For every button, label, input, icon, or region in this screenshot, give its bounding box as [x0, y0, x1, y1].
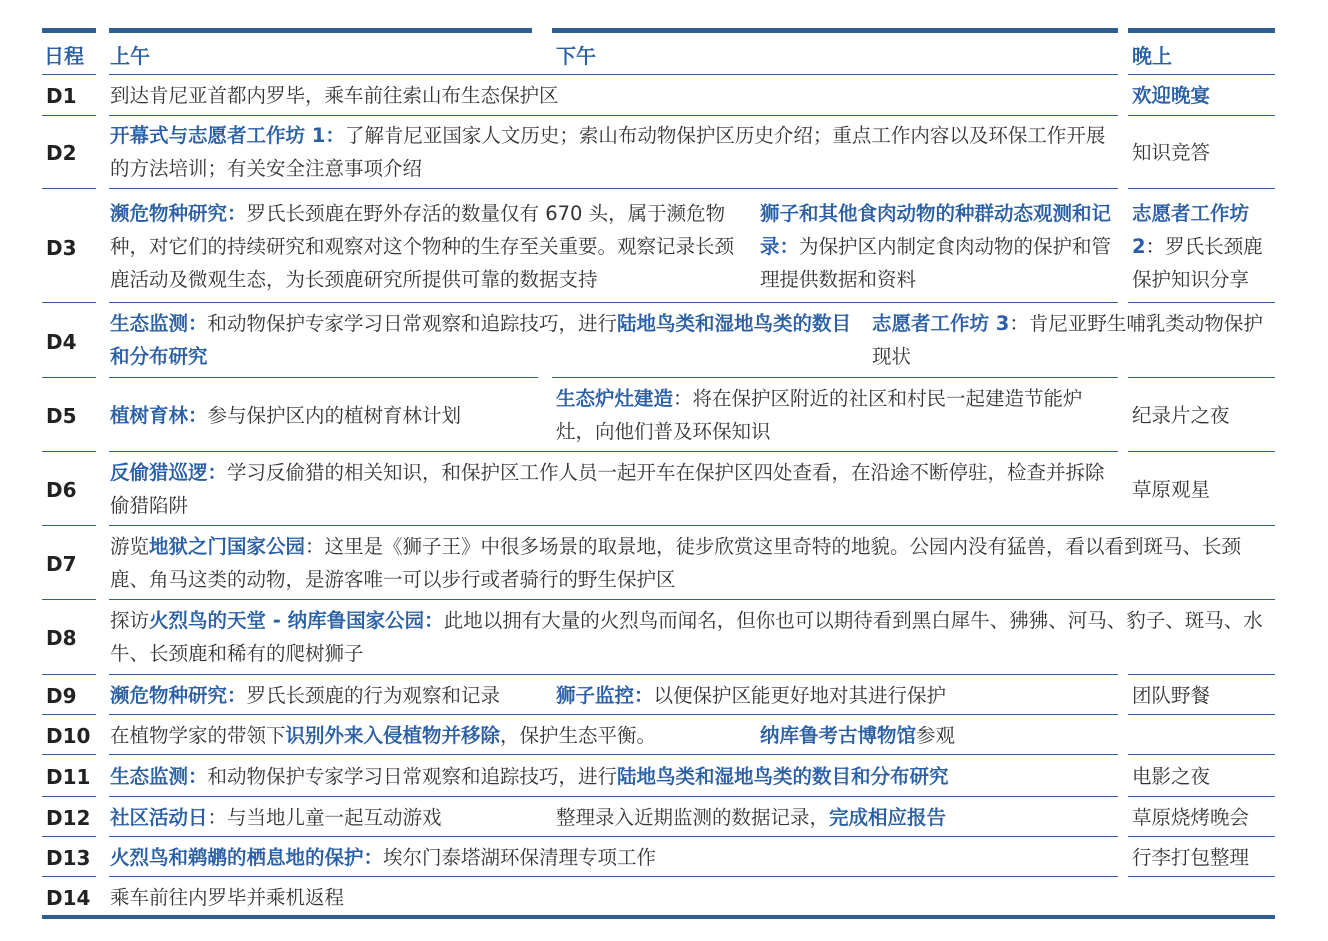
day-label: D4 — [46, 330, 77, 354]
row-divider — [42, 451, 96, 452]
header-evening: 晚上 — [1132, 44, 1172, 68]
d9-morning-title: 濒危物种研究： — [110, 684, 247, 707]
d12-morning — [110, 801, 550, 834]
row-divider — [1128, 796, 1275, 797]
row-divider — [552, 377, 1118, 378]
header-top-rule — [42, 28, 96, 33]
d11-title-2: 陆地鸟类和湿地鸟类的数目和分布研究 — [617, 765, 949, 788]
d2-activity — [110, 119, 1120, 185]
header-top-rule — [109, 28, 532, 33]
d9-evening: 团队野餐 — [1132, 684, 1211, 707]
day-label: D9 — [46, 684, 77, 708]
d13-activity — [110, 841, 1120, 874]
day-label: D12 — [46, 806, 91, 830]
day-label: D2 — [46, 141, 77, 165]
d2-title: 开幕式与志愿者工作坊 1： — [110, 124, 345, 147]
d12-afternoon-title: 完成相应报告 — [829, 806, 947, 829]
row-divider — [42, 115, 96, 116]
d2-evening: 知识竞答 — [1132, 141, 1211, 164]
d5-morning-text: 参与保护区内的植树育林计划 — [207, 404, 462, 427]
d7-pre: 游览 — [110, 535, 150, 558]
row-divider — [1128, 714, 1275, 715]
d4-morning-title: 生态监测： — [110, 312, 208, 335]
d10-pre: 在植物学家的带领下 — [110, 724, 286, 747]
d10-morning-text: ，保护生态平衡。 — [500, 724, 657, 747]
d5-morning — [110, 399, 540, 432]
row-divider — [1128, 876, 1275, 877]
d3-afternoon-text: 为保护区内制定食肉动物的保护和管理提供数据和资料 — [760, 235, 1112, 291]
d12-evening: 草原烧烤晚会 — [1132, 806, 1250, 829]
d4-morning-text: 和动物保护专家学习日常观察和追踪技巧，进行 — [207, 312, 618, 335]
day-label: D3 — [46, 236, 77, 260]
d9-morning-text: 罗氏长颈鹿的行为观察和记录 — [246, 684, 501, 707]
d13-title: 火烈鸟和鹈鹕的栖息地的保护： — [110, 846, 384, 869]
d9-afternoon-text: 以便保护区能更好地对其进行保护 — [653, 684, 947, 707]
d10-morning-title: 识别外来入侵植物并移除 — [285, 724, 501, 747]
row-divider — [109, 451, 1118, 452]
row-divider — [42, 674, 96, 675]
row-divider — [42, 876, 96, 877]
row-divider — [42, 302, 96, 303]
row-divider — [42, 796, 96, 797]
d6-title: 反偷猎巡逻： — [110, 461, 228, 484]
row-divider — [109, 525, 1275, 526]
day-label: D10 — [46, 724, 91, 748]
row-divider — [109, 876, 1118, 877]
header-bottom-rule — [42, 74, 96, 75]
d11-activity — [110, 760, 1120, 793]
row-divider — [1128, 115, 1275, 116]
d10-afternoon-text: 参观 — [916, 724, 956, 747]
row-divider — [109, 302, 1118, 303]
d5-afternoon-text: ：将在保护区附近的社区和村民一起建造节能炉灶，向他们普及环保知识 — [556, 387, 1083, 443]
row-divider — [109, 674, 1118, 675]
d4-afternoon-text: ：肯尼亚野生哺乳类动物保护现状 — [872, 312, 1263, 368]
d12-morning-text: ：与当地儿童一起互动游戏 — [207, 806, 442, 829]
day-label: D7 — [46, 552, 77, 576]
row-divider — [42, 836, 96, 837]
d13-evening: 行李打包整理 — [1132, 846, 1250, 869]
d3-evening — [1132, 197, 1277, 296]
d5-afternoon — [556, 382, 1120, 448]
d9-afternoon-title: 狮子监控： — [556, 684, 654, 707]
d6-activity — [110, 456, 1120, 522]
row-divider — [109, 115, 1118, 116]
d7-text: ：这里是《狮子王》中很多场景的取景地，徒步欣赏这里奇特的地貌。公园内没有猛兽，看以看到斑马、长颈鹿、角马这类的动物，是游客唯一可以步行或者骑行的野生保护区 — [110, 535, 1242, 591]
d13-text: 埃尔门泰塔湖环保清理专项工作 — [383, 846, 657, 869]
d8-title: 火烈鸟的天堂 - 纳库鲁国家公园： — [149, 609, 444, 632]
d1-activity — [110, 79, 1110, 112]
row-divider — [1128, 377, 1275, 378]
d9-afternoon — [556, 679, 1120, 712]
row-divider — [42, 525, 96, 526]
row-divider — [109, 599, 1275, 600]
d6-evening: 草原观星 — [1132, 478, 1211, 501]
row-divider — [1128, 451, 1275, 452]
day-label: D1 — [46, 84, 77, 108]
day-label: D5 — [46, 404, 77, 428]
day-label: D13 — [46, 846, 91, 870]
d4-afternoon-title: 志愿者工作坊 3 — [872, 312, 1010, 335]
header-afternoon: 下午 — [556, 44, 596, 68]
header-day: 日程 — [44, 44, 84, 68]
d3-morning-text: 罗氏长颈鹿在野外存活的数量仅有 670 头，属于濒危物种，对它们的持续研究和观察对这个物种的生存至关重要。观察记录长颈鹿活动及微观生态，为长颈鹿研究所提供可靠的数据支持 — [110, 202, 735, 291]
header-top-rule — [552, 28, 1118, 33]
d14-activity — [110, 881, 1120, 914]
day-label: D8 — [46, 626, 77, 650]
row-divider — [109, 796, 1118, 797]
d3-morning — [110, 197, 744, 296]
d4-morning — [110, 307, 862, 373]
d10-morning — [110, 719, 755, 752]
d10-afternoon — [760, 719, 1120, 752]
d14-text: 乘车前往内罗毕并乘机返程 — [110, 886, 345, 909]
d3-afternoon-title: 狮子和其他食肉动物的种群动态观测和记录： — [760, 202, 1112, 258]
d3-evening-text: ：罗氏长颈鹿保护知识分享 — [1132, 235, 1263, 291]
day-label: D6 — [46, 478, 77, 502]
d11-title: 生态监测： — [110, 765, 208, 788]
d2-text: 了解肯尼亚国家人文历史；索山布动物保护区历史介绍；重点工作内容以及环保工作开展的方法培训；有关安全注意事项介绍 — [110, 124, 1106, 180]
row-divider — [1128, 754, 1275, 755]
d9-morning — [110, 679, 550, 712]
row-divider — [109, 836, 1118, 837]
row-divider — [1128, 188, 1275, 189]
d5-morning-title: 植树育林： — [110, 404, 208, 427]
d5-afternoon-title: 生态炉灶建造 — [556, 387, 674, 410]
table-bottom-rule — [42, 915, 1275, 919]
day-label: D14 — [46, 886, 91, 910]
d1-evening: 欢迎晚宴 — [1132, 84, 1211, 107]
d10-afternoon-title: 纳库鲁考古博物馆 — [760, 724, 917, 747]
row-divider — [109, 377, 538, 378]
d8-activity — [110, 604, 1278, 670]
row-divider — [1128, 302, 1275, 303]
row-divider — [42, 714, 96, 715]
d12-afternoon — [556, 801, 1120, 834]
day-label: D11 — [46, 765, 91, 789]
d12-morning-title: 社区活动日 — [110, 806, 208, 829]
header-morning: 上午 — [110, 44, 150, 68]
d11-text: 和动物保护专家学习日常观察和追踪技巧，进行 — [207, 765, 618, 788]
header-top-rule — [1128, 28, 1275, 33]
d3-evening-title: 志愿者工作坊 2 — [1132, 202, 1250, 258]
d12-afternoon-text: 整理录入近期监测的数据记录， — [556, 806, 830, 829]
d3-afternoon — [760, 197, 1120, 296]
d5-evening: 纪录片之夜 — [1132, 404, 1230, 427]
d8-text: 此地以拥有大量的火烈鸟而闻名，但你也可以期待看到黑白犀牛、狒狒、河马、豹子、斑马、水牛、长颈鹿和稀有的爬树狮子 — [110, 609, 1263, 665]
d7-activity — [110, 530, 1278, 596]
row-divider — [109, 188, 1118, 189]
d7-title: 地狱之门国家公园 — [149, 535, 306, 558]
row-divider — [1128, 836, 1275, 837]
row-divider — [109, 714, 1118, 715]
row-divider — [42, 188, 96, 189]
d3-morning-title: 濒危物种研究： — [110, 202, 247, 225]
row-divider — [42, 377, 96, 378]
header-bottom-rule — [1128, 74, 1275, 75]
row-divider — [1128, 674, 1275, 675]
d1-text: 到达肯尼亚首都内罗毕，乘车前往索山布生态保护区 — [110, 84, 559, 107]
header-bottom-rule — [109, 74, 1118, 75]
row-divider — [109, 754, 1118, 755]
row-divider — [42, 599, 96, 600]
row-divider — [42, 754, 96, 755]
d11-evening: 电影之夜 — [1132, 765, 1211, 788]
d8-pre: 探访 — [110, 609, 150, 632]
d6-text: 学习反偷猎的相关知识，和保护区工作人员一起开车在保护区四处查看，在沿途不断停驻，检查并拆除偷猎陷阱 — [110, 461, 1105, 517]
d4-afternoon — [872, 307, 1276, 373]
d4-morning-title-2: 陆地鸟类和湿地鸟类的数目和分布研究 — [110, 312, 852, 368]
